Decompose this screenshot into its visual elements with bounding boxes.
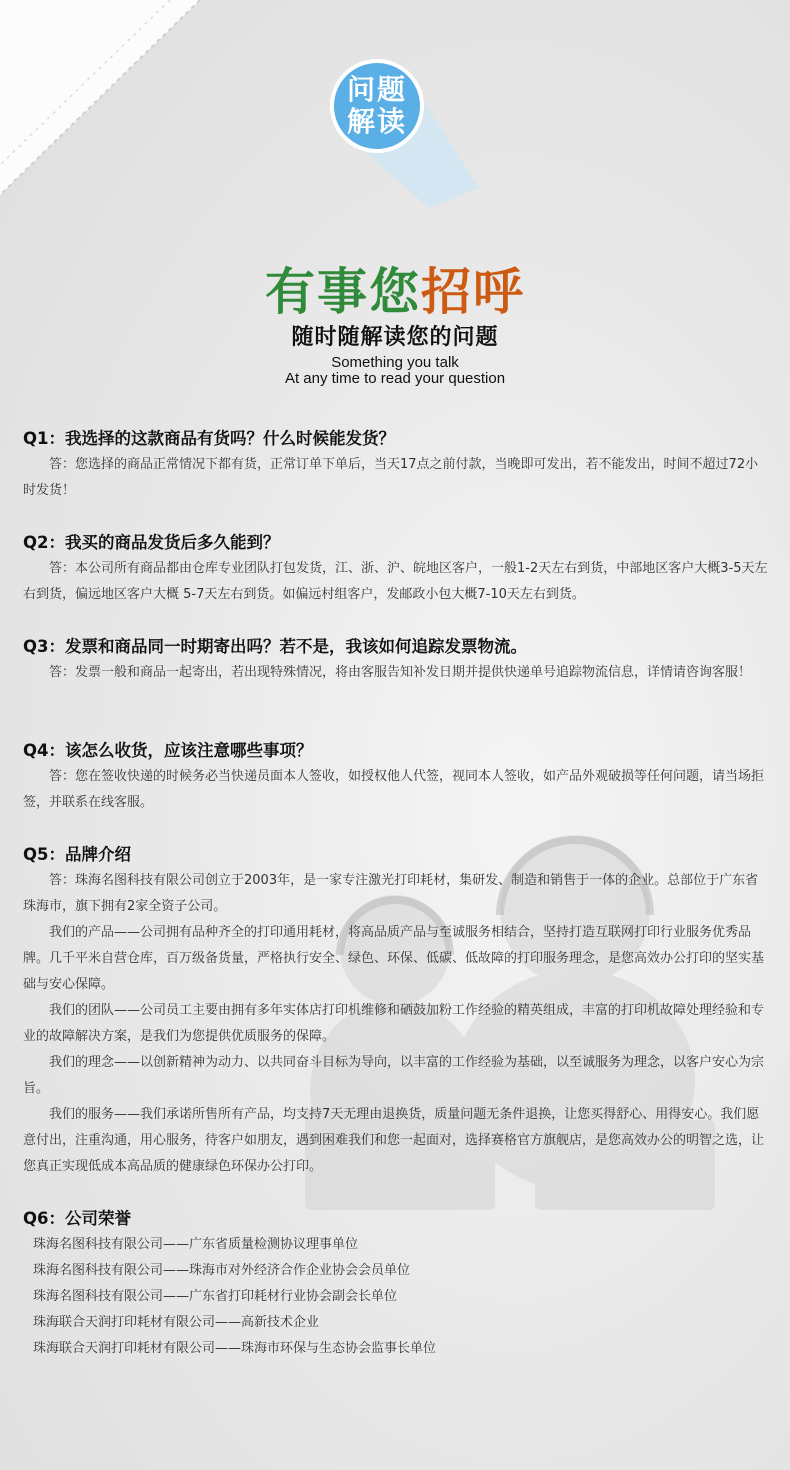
headline-part1: 有事您 xyxy=(265,263,421,321)
question-title: Q2：我买的商品发货后多久能到？ xyxy=(23,533,280,552)
answer-paragraph: 答：发票一般和商品一起寄出，若出现特殊情况，将由客服告知补发日期并提供快递单号追踪物流信息，详情请咨询客服！ xyxy=(49,665,752,680)
question-title: Q1：我选择的这款商品有货吗？什么时候能发货？ xyxy=(23,429,396,448)
question-title: Q3：发票和商品同一时期寄出吗？若不是，我该如何追踪发票物流。 xyxy=(23,637,528,656)
answer-paragraph: 答：您在签收快递的时候务必当快递员面本人签收，如授权他人代签，视同本人签收，如产品外观破损等任何问题，请当场拒签，并联系在线客服。 xyxy=(23,769,765,810)
badge-line2: 解读 xyxy=(346,105,407,138)
badge-line1: 问题 xyxy=(346,73,407,106)
honor-item: 珠海名图科技有限公司——广东省质量检测协议理事单位 xyxy=(33,1237,359,1252)
subhead: 随时随解读您的问题 xyxy=(291,325,499,350)
faq-q6 xyxy=(23,1206,768,1362)
badge-text xyxy=(329,58,425,154)
answer-paragraph: 我们的团队——公司员工主要由拥有多年实体店打印机维修和硒鼓加粉工作经验的精英组成，丰富的打印机故障处理经验和专业的故障解决方案，是我们为您提供优质服务的保障。 xyxy=(23,1003,765,1044)
honor-item: 珠海名图科技有限公司——珠海市对外经济合作企业协会会员单位 xyxy=(33,1263,411,1278)
answer-paragraph: 我们的服务——我们承诺所售所有产品，均支持7天无理由退换货，质量问题无条件退换，让您买得舒心、用得安心。我们愿意付出，注重沟通，用心服务，待客户如朋友，遇到困难我们和您一起面对，选择赛格官方旗舰店，是您高效办公的明智之选，让您真正实现低成本高品质的健康绿色环保办公打印。 xyxy=(23,1107,765,1174)
answer-paragraph: 我们的产品——公司拥有品种齐全的打印通用耗材，将高品质产品与至诚服务相结合，坚持打造互联网打印行业服务优秀品牌。几千平米自营仓库，百万级备货量，严格执行安全、绿色、环保、低碳、低故障的打印服务理念，是您高效办公打印的坚实基础与安心保障。 xyxy=(23,925,765,992)
answer-paragraph: 我们的理念——以创新精神为动力、以共同奋斗目标为导向，以丰富的工作经验为基础，以至诚服务为理念，以客户安心为宗旨。 xyxy=(23,1055,765,1096)
question-badge xyxy=(329,58,479,208)
faq-q2 xyxy=(23,530,768,608)
faq-q4 xyxy=(23,738,768,816)
honor-item: 珠海联合天润打印耗材有限公司——珠海市环保与生态协会监事长单位 xyxy=(33,1341,437,1356)
faq-q5 xyxy=(23,842,768,1180)
answer-paragraph: 答：本公司所有商品都由仓库专业团队打包发货，江、浙、沪、皖地区客户，一般1-2天左右到货，中部地区客户大概3-5天左右到货，偏远地区客户大概 5-7天左右到货。如偏远村组客户，发邮政小包大概7-10天左右到货。 xyxy=(23,561,768,602)
headline xyxy=(0,252,790,324)
question-title: Q4：该怎么收货，应该注意哪些事项？ xyxy=(23,741,313,760)
question-title: Q5：品牌介绍 xyxy=(23,845,132,864)
english-line2: At any time to read your question xyxy=(284,370,506,387)
honor-item: 珠海联合天润打印耗材有限公司——高新技术企业 xyxy=(33,1315,320,1330)
english-line1: Something you talk xyxy=(331,354,459,371)
faq-q3 xyxy=(23,634,768,686)
faq-q1 xyxy=(23,426,768,504)
corner-decoration xyxy=(0,0,240,200)
honor-item: 珠海名图科技有限公司——广东省打印耗材行业协会副会长单位 xyxy=(33,1289,398,1304)
headline-part2: 招呼 xyxy=(421,263,525,321)
answer-paragraph: 答：您选择的商品正常情况下都有货，正常订单下单后，当天17点之前付款，当晚即可发出，若不能发出，时间不超过72小时发货！ xyxy=(23,457,759,498)
answer-paragraph: 答：珠海名图科技有限公司创立于2003年，是一家专注激光打印耗材，集研发、制造和销售于一体的企业。总部位于广东省珠海市，旗下拥有2家全资子公司。 xyxy=(23,873,759,914)
question-title: Q6：公司荣誉 xyxy=(23,1209,132,1228)
